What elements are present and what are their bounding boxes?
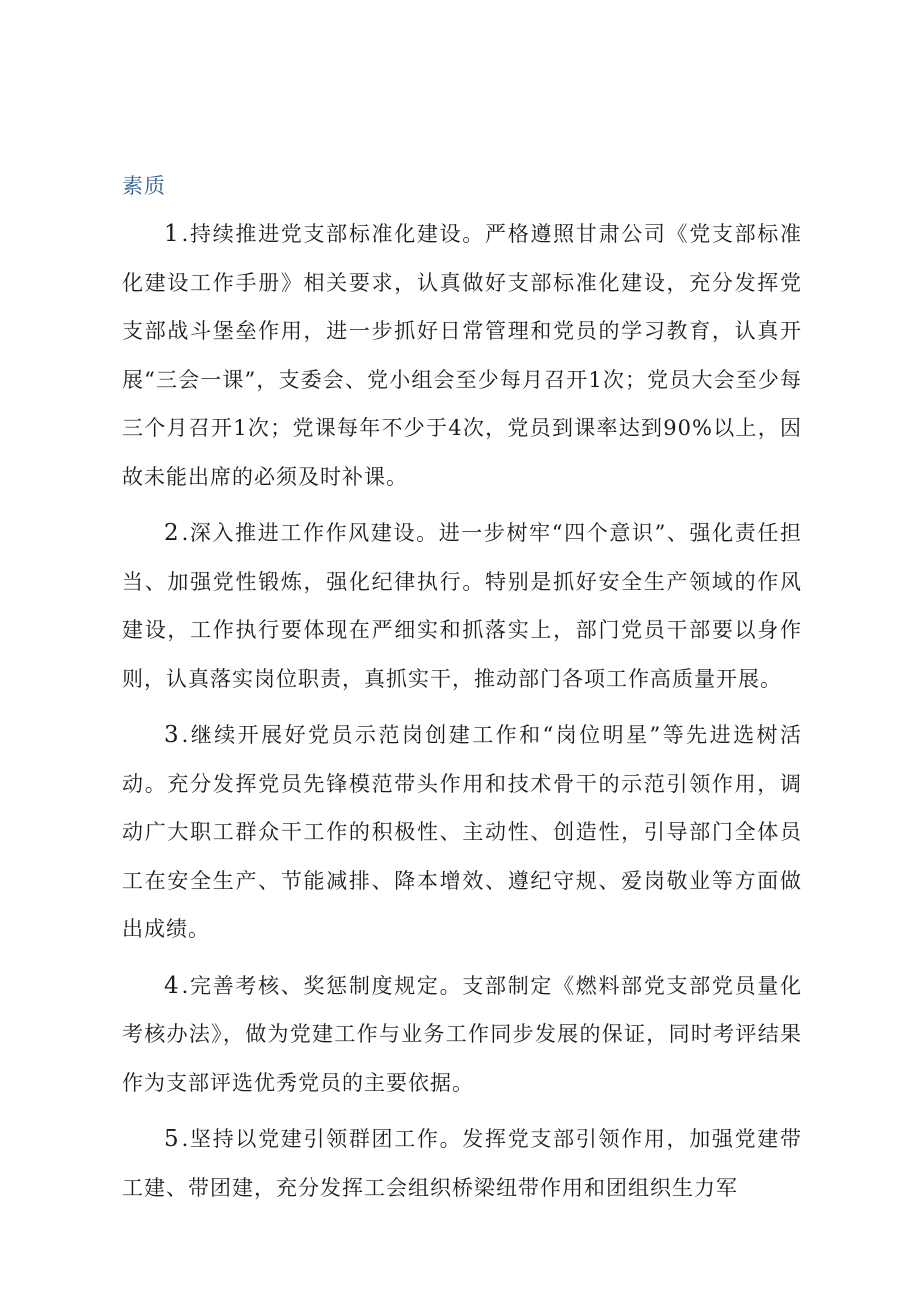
- paragraph-3: [122, 711, 802, 954]
- continued-text-fragment: 素质: [122, 174, 166, 198]
- paragraph-number: 1: [164, 221, 180, 247]
- paragraph-text: .完善考核、奖惩制度规定。支部制定《燃料部党支部党员量化考核办法》，做为党建工作与业务工作同步发展的保证，同时考评结果作为支部评选优秀党员的主要依据。: [122, 973, 802, 1095]
- paragraph-number: 4: [164, 972, 180, 999]
- paragraph-5: [122, 1115, 802, 1212]
- paragraph-text: .坚持以党建引领群团工作。发挥党支部引领作用，加强党建带工建、带团建，充分发挥工会组织桥梁纽带作用和团组织生力军: [122, 1127, 802, 1200]
- paragraph-number: 3: [164, 722, 180, 748]
- paragraph-4: [122, 962, 802, 1108]
- paragraph-2: [122, 509, 802, 703]
- paragraph-text: .深入推进工作作风建设。进一步树牢“四个意识”、强化责任担当、加强党性锻炼，强化纪律执行。特别是抓好安全生产领域的作风建设，工作执行要体现在严细实和抓落实上，部门党员干部要以身作则，认真落实岗位职责，真抓实干，推动部门各项工作高质量开展。: [122, 521, 802, 691]
- paragraph-number: 5: [164, 1126, 180, 1152]
- paragraph-text: .持续推进党支部标准化建设。严格遵照甘肃公司《党支部标准化建设工作手册》相关要求，认真做好支部标准化建设，充分发挥党支部战斗堡垒作用，进一步抓好日常管理和党员的学习教育，认真开展“三会一课”，支委会、党小组会至少每月召开1次；党员大会至少每三个月召开1次；党课每年不少于4次，党员到课率达到90%以上，因故未能出席的必须及时补课。: [122, 222, 802, 489]
- paragraph-1: [122, 210, 802, 501]
- paragraph-text: .继续开展好党员示范岗创建工作和“岗位明星”等先进选树活动。充分发挥党员先锋模范带头作用和技术骨干的示范引领作用，调动广大职工群众干工作的积极性、主动性、创造性，引导部门全体员工在安全生产、节能减排、降本增效、遵纪守规、爱岗敬业等方面做出成绩。: [122, 723, 802, 941]
- document-page: [122, 168, 802, 1220]
- paragraph-number: 2: [164, 520, 180, 546]
